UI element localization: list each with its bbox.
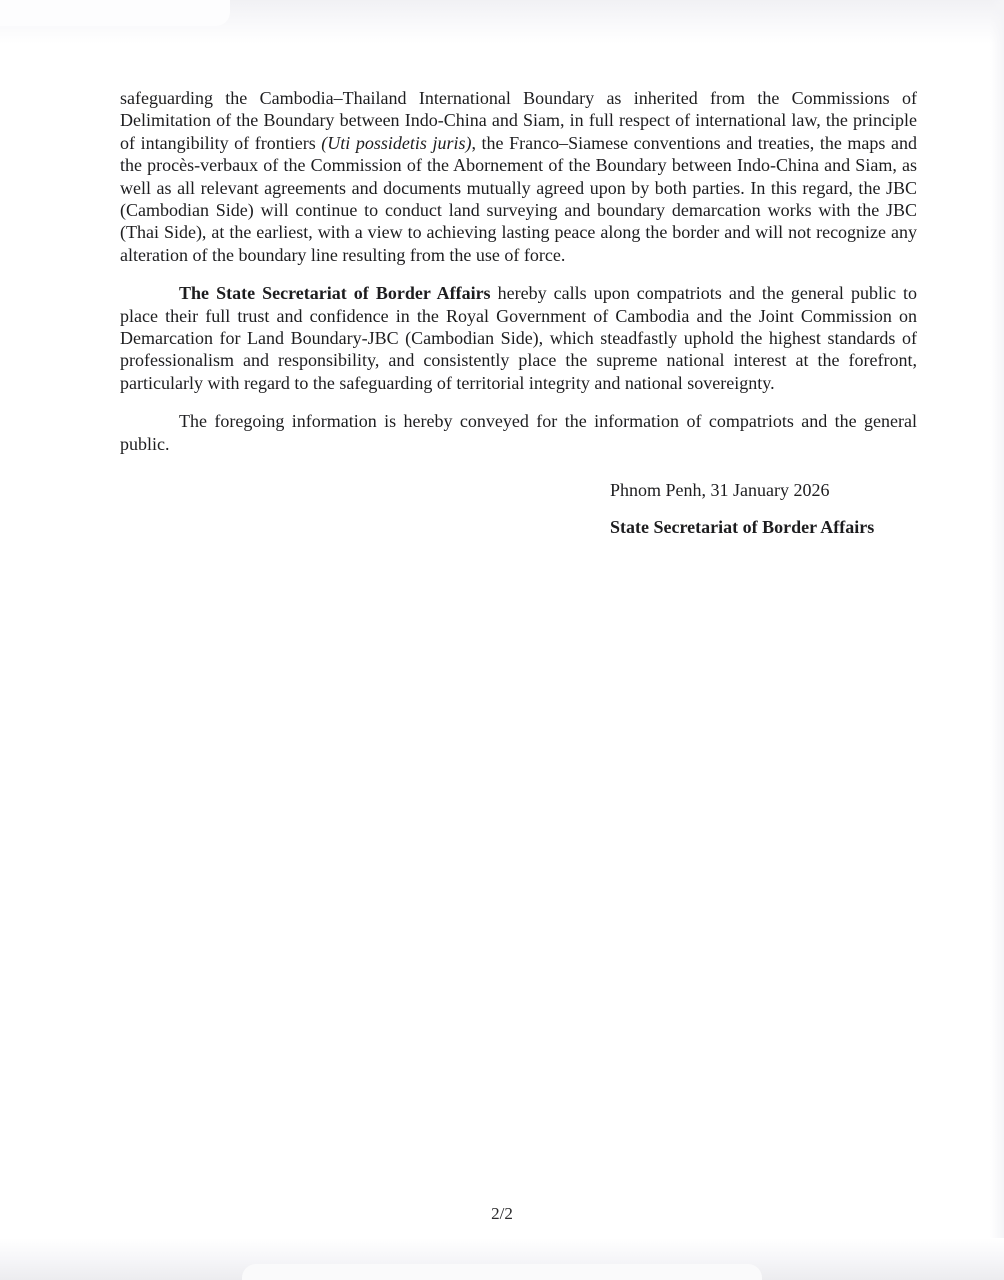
scan-shadow-top xyxy=(0,0,1004,44)
page-number: 2/2 xyxy=(491,1204,513,1223)
text-run-normal: safeguarding the Cambodia–Thailand International Boundary as inherited from the Commissions of Delimitation of the Boundary between Indo-China and Siam, in full respect of international law, the principle of intangibility of frontiers xyxy=(120,88,917,153)
scan-shadow-bottom xyxy=(0,1238,1004,1280)
signature-signatory: State Secretariat of Border Affairs xyxy=(610,517,875,538)
text-run-normal: The foregoing information is hereby conveyed for the information of compatriots and the general public. xyxy=(120,411,917,454)
paragraph-boundary-safeguarding xyxy=(120,87,917,266)
scan-shadow-right xyxy=(990,0,1004,1280)
text-run-bold: The State Secretariat of Border Affairs xyxy=(179,283,491,304)
paragraph-secretariat-call xyxy=(120,282,917,394)
signature-place-date: Phnom Penh, 31 January 2026 xyxy=(610,480,830,501)
text-run-italic: (Uti possidetis juris) xyxy=(321,132,472,153)
text-run-normal: , the Franco–Siamese conventions and treaties, the maps and the procès-verbaux of the Commission of the Abornement of the Boundary between Indo-China and Siam, as well as all relevant agreements and documents mutually agreed upon by both parties. In this regard, the JBC (Cambodian Side) will continue to conduct land surveying and boundary demarcation works with the JBC (Thai Side), at the earliest, with a view to achieving lasting peace along the border and will not recognize any alteration of the boundary line resulting from the use of force. xyxy=(120,132,917,265)
document-text-block xyxy=(120,87,917,538)
paragraph-foregoing-information xyxy=(120,410,917,455)
scan-highlight-bottom xyxy=(242,1264,762,1280)
signature-block xyxy=(610,479,917,538)
scan-highlight-top-left xyxy=(0,0,230,26)
text-run-normal: hereby calls upon compatriots and the general public to place their full trust and confidence in the Royal Government of Cambodia and the Joint Commission on Demarcation for Land Boundary-JBC (Cambodian Side), which steadfastly uphold the highest standards of professionalism and responsibility, and consistently place the supreme national interest at the forefront, particularly with regard to the safeguarding of territorial integrity and national sovereignty. xyxy=(120,283,918,393)
